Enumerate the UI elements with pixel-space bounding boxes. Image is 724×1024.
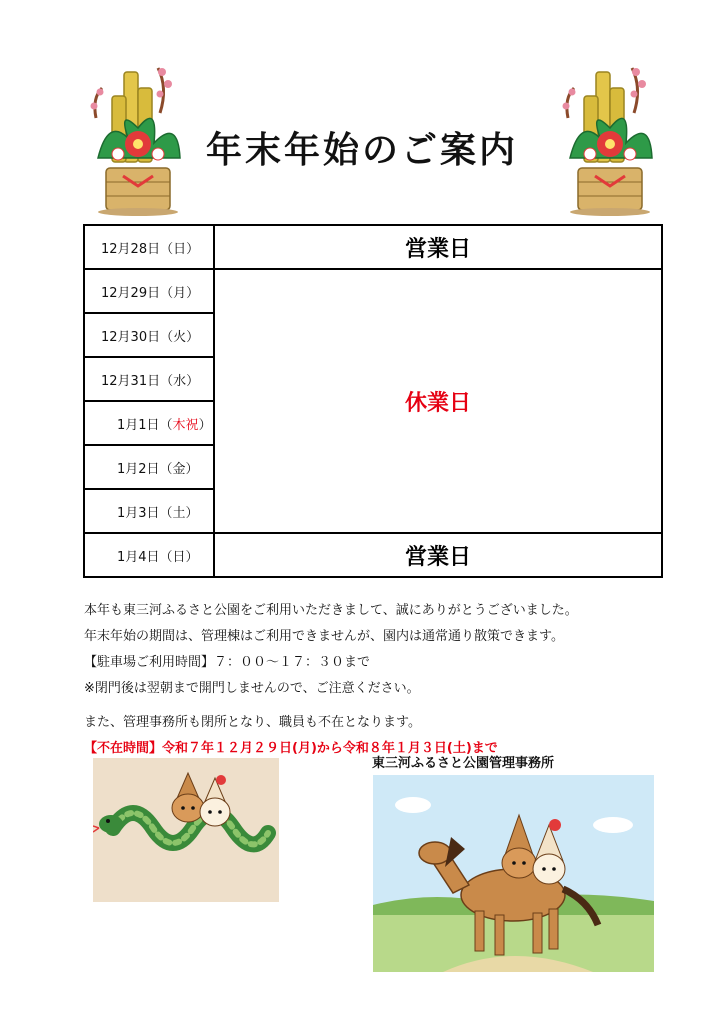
notice-line: ※閉門後は翌朝まで開門しませんので、ご注意ください。 xyxy=(84,681,420,696)
horse-mascot-illustration xyxy=(373,775,654,972)
date-cell: 12月28日（日） xyxy=(84,225,214,269)
table-row xyxy=(84,533,662,577)
notice-text xyxy=(84,598,578,762)
notice-line: 本年も東三河ふるさと公園をご利用いただきまして、誠にありがとうございました。 xyxy=(84,603,578,618)
date-cell: 12月31日（水） xyxy=(84,357,214,401)
notice-line: 年末年始の期間は、管理棟はご利用できませんが、園内は通常通り散策できます。 xyxy=(84,629,564,644)
date-cell: 12月29日（月） xyxy=(84,269,214,313)
status-open-cell: 営業日 xyxy=(214,533,662,577)
date-cell xyxy=(84,401,214,445)
table-row xyxy=(84,225,662,269)
date-cell: 1月2日（金） xyxy=(84,445,214,489)
status-open-cell: 営業日 xyxy=(214,225,662,269)
absence-period: 【不在時間】令和７年１２月２９日(月)から令和８年１月３日(土)まで xyxy=(84,741,498,756)
notice-line: 【駐車場ご利用時間】７：００～１７：３０まで xyxy=(84,655,371,670)
date-cell: 1月4日（日） xyxy=(84,533,214,577)
snake-mascot-illustration xyxy=(93,758,279,902)
date-prefix: 1月1日（ xyxy=(117,417,173,433)
date-cell: 1月3日（土） xyxy=(84,489,214,533)
status-closed-cell: 休業日 xyxy=(214,269,662,533)
office-name: 東三河ふるさと公園管理事務所 xyxy=(372,756,555,771)
date-suffix: ） xyxy=(198,417,212,433)
schedule-table xyxy=(83,224,663,578)
notice-line: また、管理事務所も閉所となり、職員も不在となります。 xyxy=(84,715,421,730)
holiday-label: 木祝 xyxy=(172,417,199,433)
page-title: 年末年始のご案内 xyxy=(205,130,518,171)
date-cell: 12月30日（火） xyxy=(84,313,214,357)
table-row xyxy=(84,269,662,313)
